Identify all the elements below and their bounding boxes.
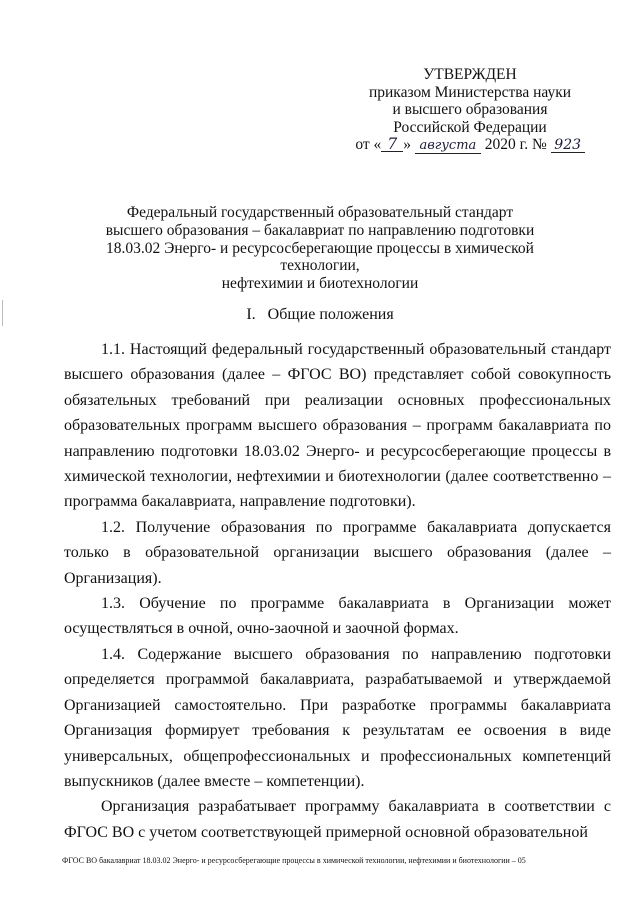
title-line-2: высшего образования – бакалавриат по направлению подготовки — [105, 221, 535, 239]
date-month-handwritten: августа — [415, 139, 481, 154]
date-day-handwritten: 7 — [381, 137, 403, 152]
paragraph-1-3: 1.3. Обучение по программе бакалавриата в Организации может осуществляться в очной, очно-заочной и заочной формах. — [64, 595, 611, 638]
paragraph-1-1: 1.1. Настоящий федеральный государственный образовательный стандарт высшего образования (далее – ФГОС ВО) представляет собой совокупность обязательных требований при реализации основных профессиональных образовательных программ высшего образования – программ бакалавриата по направлению подготовки 18.03.02 Энерго- и ресурсосберегающие процессы в химической технологии, нефтехимии и биотехнологии (далее соответственно – программа бакалавриата, направление подготовки). — [64, 341, 611, 511]
paragraph-1-4: 1.4. Содержание высшего образования по направлению подготовки определяется программой бакалавриата, разрабатываемой и утверждаемой Организацией самостоятельно. При разработке программы бакалавриата Организация формирует требования к результатам ее освоения в виде универсальных, общепрофессиональных и профессиональных компетенций выпускников (далее вместе – компетенции). — [64, 645, 611, 790]
title-line-1: Федеральный государственный образовательный стандарт — [126, 204, 514, 221]
approval-heading: УТВЕРЖДЕН — [423, 66, 517, 83]
date-mid: » — [403, 136, 412, 154]
order-number-handwritten: 923 — [551, 138, 585, 153]
date-prefix: от « — [355, 136, 382, 154]
approval-line-ministry: приказом Министерства науки — [368, 83, 572, 101]
paragraph-1-2: 1.2. Получение образования по программе бакалавриата допускается только в образовательной организации высшего образования (далее – Организация). — [64, 518, 611, 587]
body-text — [64, 337, 611, 845]
approval-block — [340, 66, 600, 154]
approval-line-country: Российской Федерации — [393, 118, 547, 136]
page-footer: ФГОС ВО бакалавриат 18.03.02 Энерго- и ресурсосберегающие процессы в химической технологии, нефтехимии и биотехнологии – 05 — [62, 856, 526, 865]
date-year: 2020 г. № — [484, 136, 547, 154]
section-heading: I. Общие положения — [246, 306, 394, 323]
approval-line-education: и высшего образования — [392, 101, 548, 119]
title-line-4: нефтехимии и биотехнологии — [221, 275, 419, 293]
paragraph-1-4-continued: Организация разрабатывает программу бакалавриата в соответствии с ФГОС ВО с учетом соответствующей примерной основной образовательной — [64, 798, 611, 841]
title-line-3: 18.03.02 Энерго- и ресурсосберегающие процессы в химической технологии, — [106, 239, 534, 275]
document-title — [70, 204, 570, 293]
approval-date-line — [340, 136, 600, 154]
